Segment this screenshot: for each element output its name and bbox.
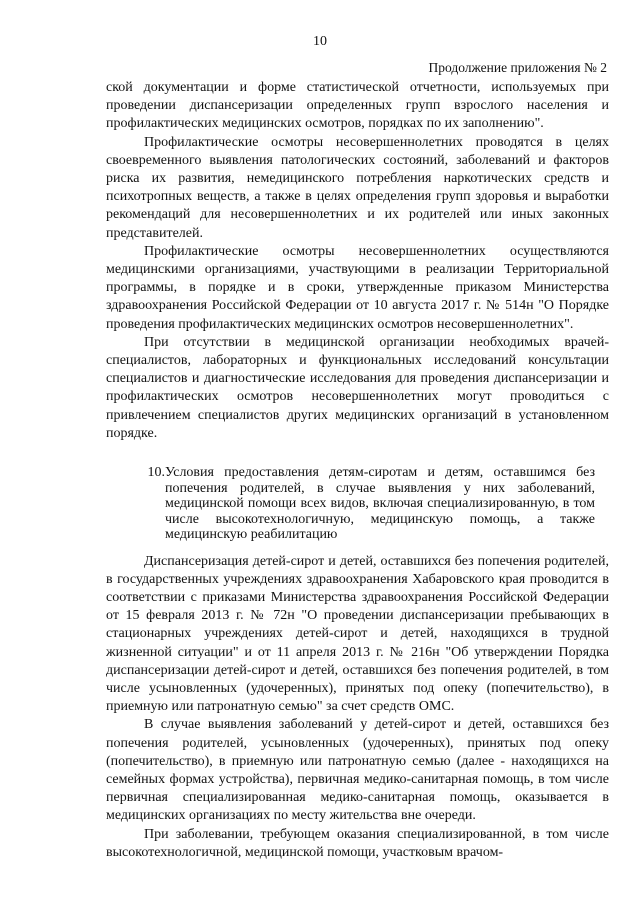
paragraph: Диспансеризация детей-сирот и детей, оставшихся без попечения родителей, в государственных учреждениях здравоохранения Хабаровского края проводится в соответствии с приказами Министерства здравоохранения Российской Федерации от 15 февраля 2013 г. № 72н "О проведении диспансеризации пребывающих в стационарных учреждениях детей-сирот и детей, находящихся в трудной жизненной ситуации" и от 11 апреля 2013 г. № 216н "Об утверждении Порядка диспансеризации детей-сирот и детей, оставшихся без попечения родителей, в том числе усыновленных (удочеренных), принятых под опеку (попечительство), в приемную или патронатную семью" за счет средств ОМС. [106, 553, 609, 715]
section-heading [106, 465, 609, 543]
paragraph: В случае выявления заболеваний у детей-сирот и детей, оставшихся без попечения родителей, усыновленных (удочеренных), принятых под опеку (попечительство), в приемную или патронатную семью (далее - находящихся на семейных формах устройства), первичная медико-санитарная помощь, в том числе первичная специализированная медико-санитарная помощь, оказывается в медицинских организациях по месту жительства вне очереди. [106, 717, 609, 824]
header-note: Продолжение приложения № 2 [428, 60, 607, 75]
paragraph: Профилактические осмотры несовершеннолетних проводятся в целях своевременного выявления патологических состояний, заболеваний и факторов риска их развития, немедицинского потребления наркотических средств и психотропных веществ, а также в целях определения групп здоровья и выработки рекомендаций для несовершеннолетних и их родителей или иных законных представителей. [106, 134, 609, 241]
document-body [106, 79, 609, 862]
paragraph: ской документации и форме статистической отчетности, используемых при проведении диспансеризации определенных групп взрослого населения и профилактических медицинских осмотров, порядках по их заполнению". [106, 80, 609, 132]
section-title: Условия предоставления детям-сиротам и детям, оставшимся без попечения родителей, в случае выявления у них заболеваний, медицинской помощи всех видов, включая специализированную, в том числе высокотехнологичную, медицинскую помощь, а также медицинскую реабилитацию [165, 465, 595, 543]
page-number: 10 [313, 34, 327, 49]
paragraph: Профилактические осмотры несовершеннолетних осуществляются медицинскими организациями, участвующими в реализации Территориальной программы, в порядке и в сроки, утвержденные приказом Министерства здравоохранения Российской Федерации от 10 августа 2017 г. № 514н "О Порядке проведения профилактических медицинских осмотров несовершеннолетних". [106, 243, 609, 332]
paragraph: При заболевании, требующем оказания специализированной, в том числе высокотехнологичной, медицинской помощи, участковым врачом- [106, 826, 609, 860]
paragraph: При отсутствии в медицинской организации необходимых врачей-специалистов, лабораторных и функциональных исследований консультации специалистов и диагностические исследования для проведения диспансеризации и профилактических осмотров несовершеннолетних могут проводиться с привлечением специалистов других медицинских организаций в установленном порядке. [106, 334, 609, 441]
section-number: 10. [147, 465, 165, 481]
